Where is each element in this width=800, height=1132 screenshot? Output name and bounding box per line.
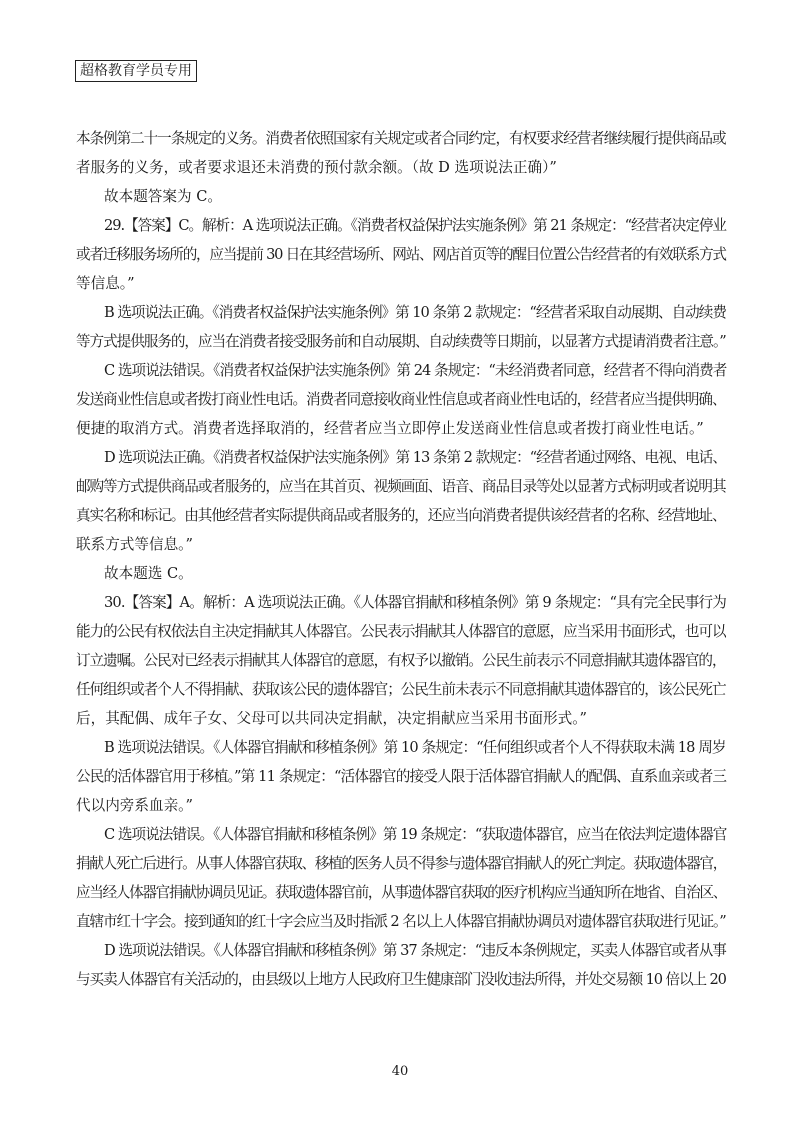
text-line: 本条例第二十一条规定的义务。消费者依照国家有关规定或者合同约定，有权要求经营者继续履行提供商品或 xyxy=(76,130,726,147)
text-line: 者服务的义务，或者要求退还未消费的预付款余额。（故 D 选项说法正确）” xyxy=(76,159,557,176)
text-line: 等方式提供服务的，应当在消费者接受服务前和自动展期、自动续费等日期前，以显著方式提请消费者注意。” xyxy=(76,333,726,350)
text-line: 订立遗嘱。公民对已经表示捐献其人体器官的意愿，有权予以撤销。公民生前表示不同意捐献其遗体器官的， xyxy=(76,652,726,669)
document-body xyxy=(76,124,726,994)
text-line: D 选项说法错误。《人体器官捐献和移植条例》第 37 条规定：“违反本条例规定，买卖人体器官或者从事 xyxy=(104,942,726,959)
text-line: 故本题选 C。 xyxy=(104,565,193,582)
text-line: B 选项说法正确。《消费者权益保护法实施条例》第 10 条第 2 款规定：“经营者采取自动展期、自动续费 xyxy=(104,304,726,321)
text-line: 应当经人体器官捐献协调员见证。获取遗体器官前，从事遗体器官获取的医疗机构应当通知所在地省、自治区、 xyxy=(76,884,727,901)
text-line: 与买卖人体器官有关活动的，由县级以上地方人民政府卫生健康部门没收违法所得，并处交易额 10 倍以上 20 xyxy=(76,971,726,988)
text-line: D 选项说法正确。《消费者权益保护法实施条例》第 13 条第 2 款规定：“经营者通过网络、电视、电话、 xyxy=(104,449,726,466)
text-line: 等信息。” xyxy=(76,275,135,292)
page-number: 40 xyxy=(391,1064,409,1079)
text-line: 邮购等方式提供商品或者服务的，应当在其首页、视频画面、语音、商品目录等处以显著方式标明或者说明其 xyxy=(76,478,726,495)
text-line: C 选项说法错误。《人体器官捐献和移植条例》第 19 条规定：“获取遗体器官，应当在依法判定遗体器官 xyxy=(104,826,727,843)
text-line: 联系方式等信息。” xyxy=(76,536,193,553)
watermark-label: 超格教育学员专用 xyxy=(75,60,197,82)
text-line: 30.【答案】A。解析：A 选项说法正确。《人体器官捐献和移植条例》第 9 条规定：“具有完全民事行为 xyxy=(104,594,726,611)
text-line: 任何组织或者个人不得捐献、获取该公民的遗体器官；公民生前未表示不同意捐献其遗体器官的，该公民死亡 xyxy=(76,681,726,698)
text-line: 故本题答案为 C。 xyxy=(104,188,222,205)
text-line: 真实名称和标记。由其他经营者实际提供商品或者服务的，还应当向消费者提供该经营者的名称、经营地址、 xyxy=(76,507,726,524)
text-line: 或者迁移服务场所的，应当提前 30 日在其经营场所、网站、网店首页等的醒目位置公告经营者的有效联系方式 xyxy=(76,246,726,263)
text-line: 后，其配偶、成年子女、父母可以共同决定捐献，决定捐献应当采用书面形式。” xyxy=(76,710,587,727)
text-line: 捐献人死亡后进行。从事人体器官获取、移植的医务人员不得参与遗体器官捐献人的死亡判定。获取遗体器官， xyxy=(76,855,727,872)
text-line: 直辖市红十字会。接到通知的红十字会应当及时指派 2 名以上人体器官捐献协调员对遗体器官获取进行见证。” xyxy=(76,913,726,930)
text-line: 便捷的取消方式。消费者选择取消的，经营者应当立即停止发送商业性信息或者拨打商业性电话。” xyxy=(76,420,704,437)
text-line: 能力的公民有权依法自主决定捐献其人体器官。公民表示捐献其人体器官的意愿，应当采用书面形式，也可以 xyxy=(76,623,726,640)
text-line: 代以内旁系血亲。” xyxy=(76,797,193,814)
text-line: C 选项说法错误。《消费者权益保护法实施条例》第 24 条规定：“未经消费者同意，经营者不得向消费者 xyxy=(104,362,727,379)
text-line: 公民的活体器官用于移植。”第 11 条规定：“活体器官的接受人限于活体器官捐献人的配偶、直系血亲或者三 xyxy=(76,768,727,785)
text-line: B 选项说法错误。《人体器官捐献和移植条例》第 10 条规定：“任何组织或者个人不得获取未满 18 周岁 xyxy=(104,739,726,756)
text-line: 29.【答案】C。解析：A 选项说法正确。《消费者权益保护法实施条例》第 21 条规定：“经营者决定停业 xyxy=(104,217,726,234)
text-line: 发送商业性信息或者拨打商业性电话。消费者同意接收商业性信息或者商业性电话的，经营者应当提供明确、 xyxy=(76,391,726,408)
